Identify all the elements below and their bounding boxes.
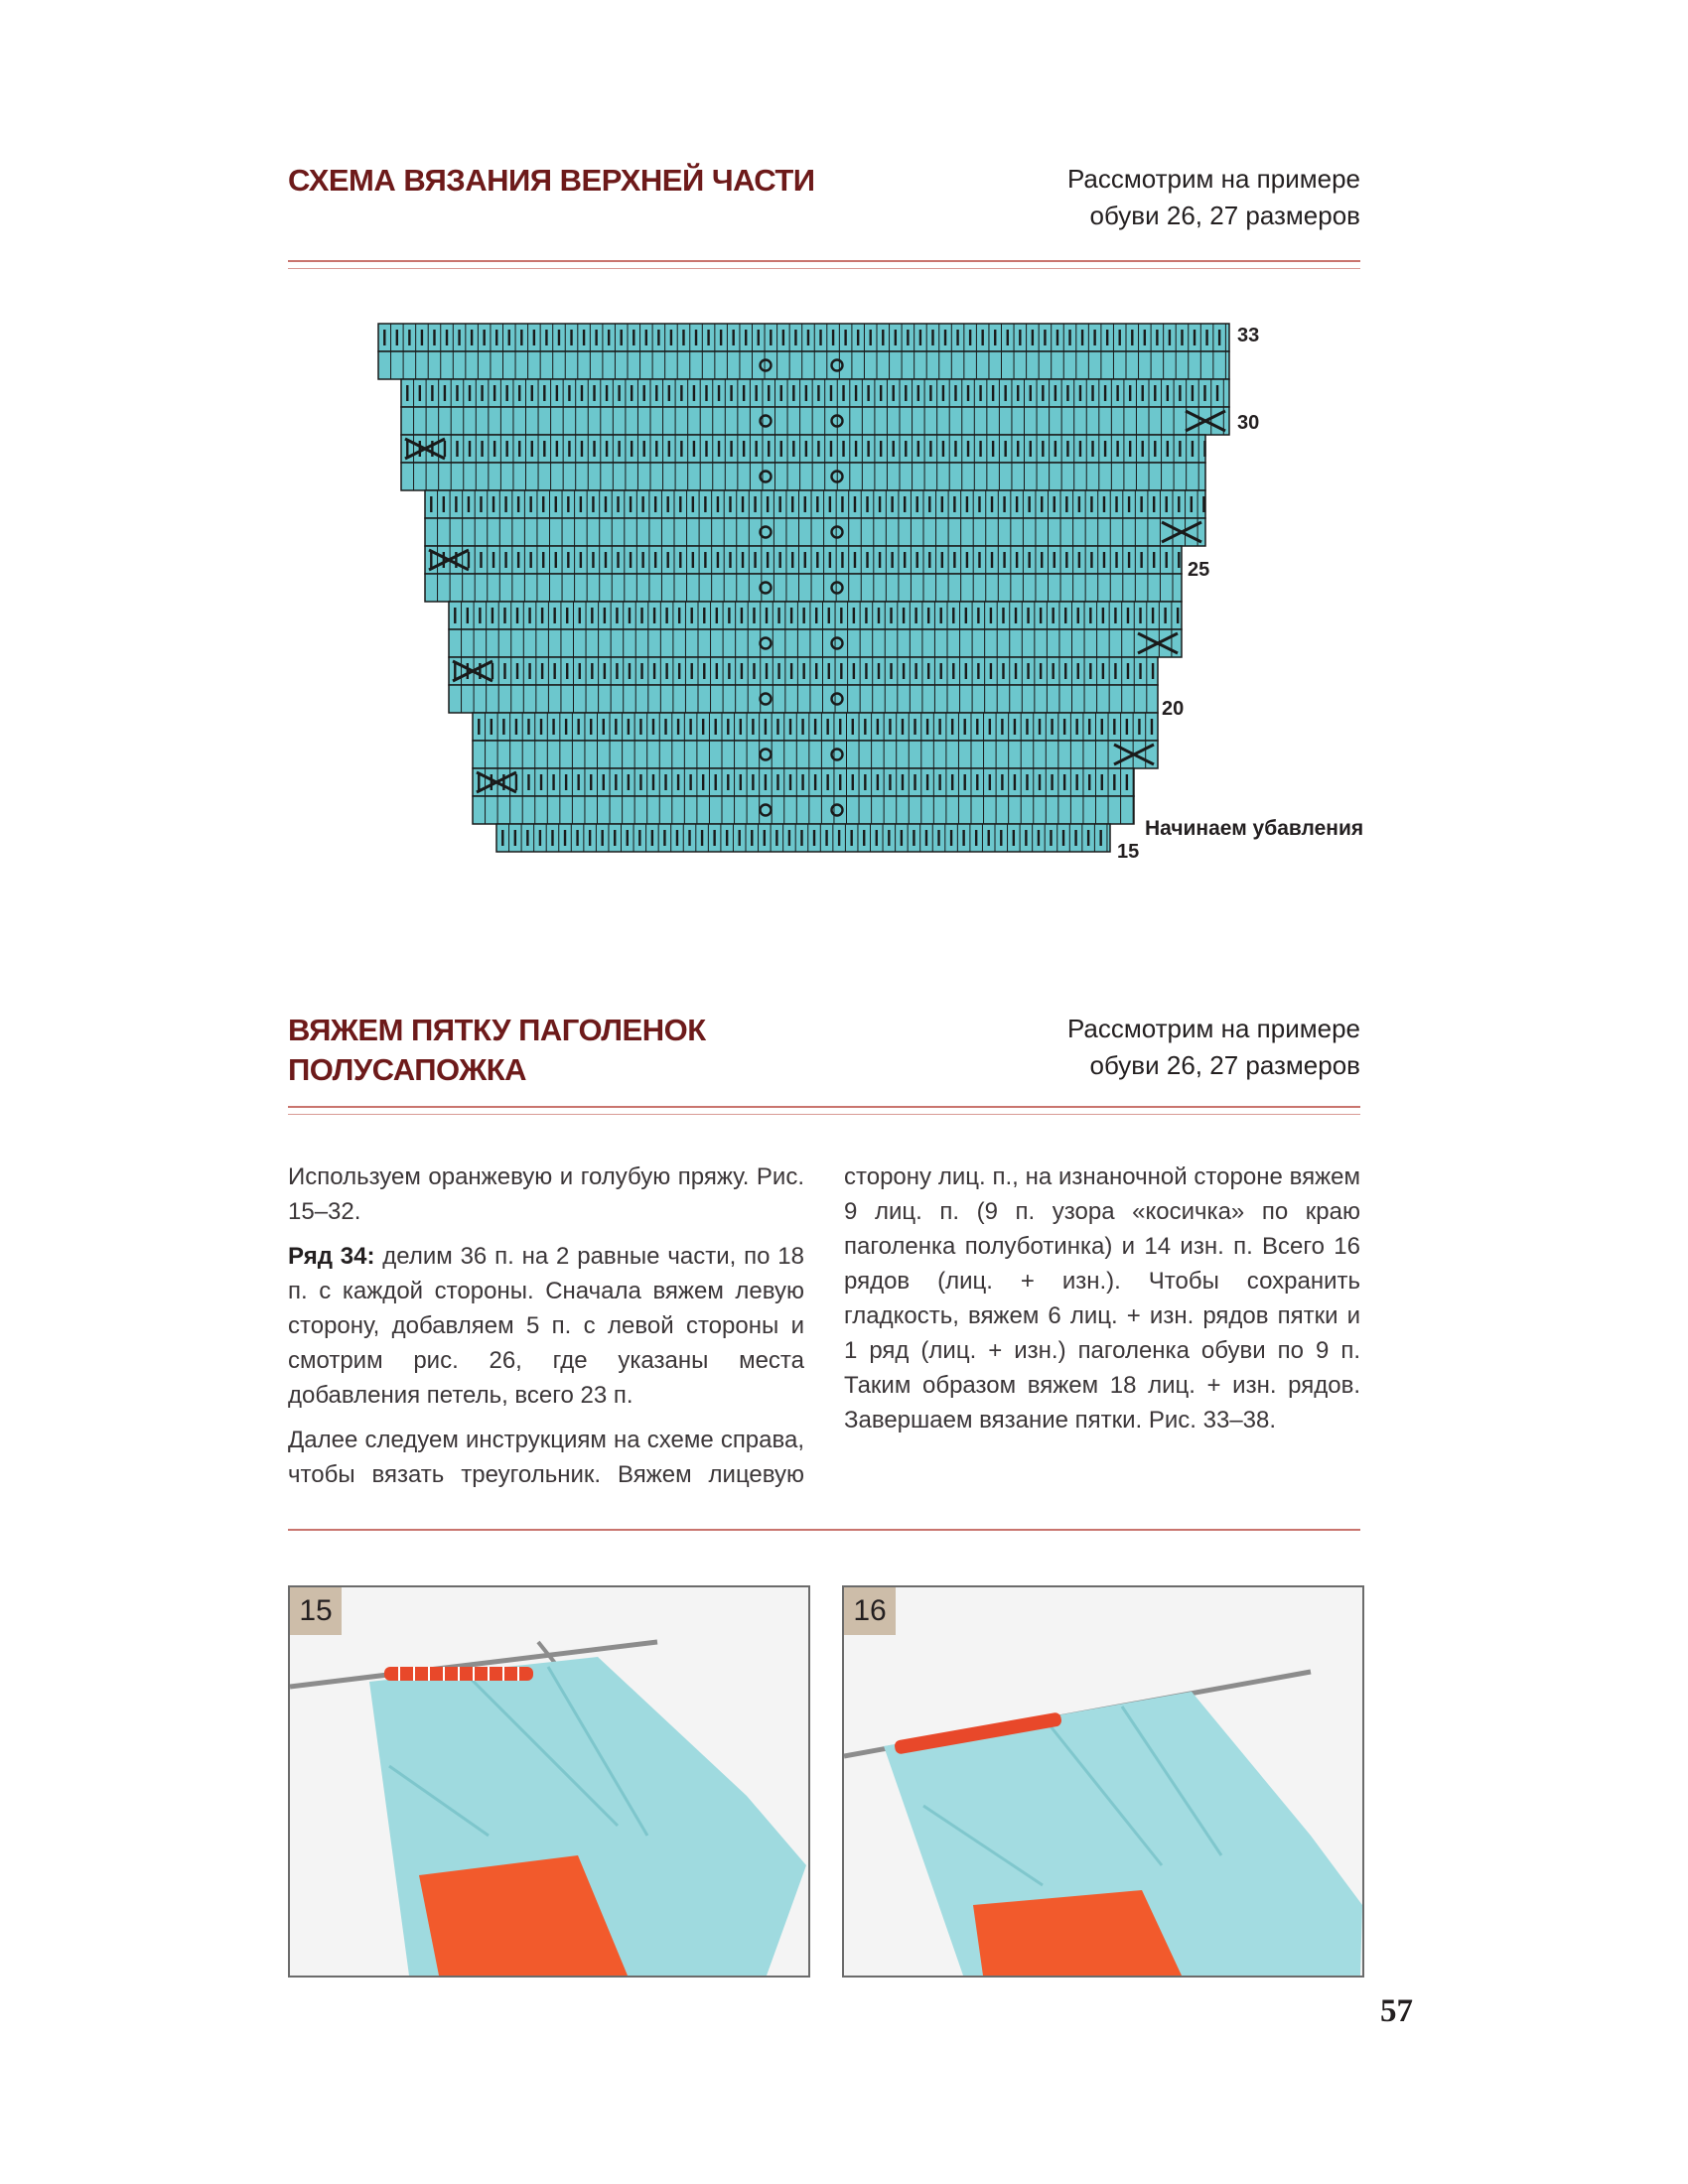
- knitting-chart: [0, 0, 1688, 893]
- chart-row: [425, 518, 1205, 546]
- section1-title: СХЕМА ВЯЗАНИЯ ВЕРХНЕЙ ЧАСТИ: [288, 163, 815, 198]
- row-label-15: 15: [1117, 841, 1140, 863]
- photo-16-label: 16: [844, 1587, 896, 1635]
- section2-title-line2: ПОЛУСАПОЖКА: [288, 1052, 527, 1087]
- chart-row: [425, 546, 1182, 574]
- body-text: [288, 1160, 1360, 1497]
- section2-subtitle-line1: Рассмотрим на примере: [1066, 1014, 1360, 1043]
- chart-row: [401, 435, 1205, 463]
- paragraph-1: Используем оранжевую и голубую пряжу. Рис. 15–32.: [288, 1163, 804, 1225]
- chart-row: [449, 685, 1158, 713]
- row-label-20: 20: [1162, 698, 1185, 720]
- chart-row: [425, 490, 1205, 518]
- section1-subtitle-line2: обуви 26, 27 размеров: [1089, 201, 1360, 230]
- row-label-25: 25: [1188, 559, 1210, 581]
- photo-16: [842, 1585, 1364, 1978]
- chart-row: [401, 463, 1205, 490]
- knitted-heel-illustration: [844, 1587, 1362, 1976]
- section2-subtitle: [943, 1011, 1360, 1084]
- row-label-33: 33: [1237, 325, 1260, 346]
- photo-15-label: 15: [290, 1587, 342, 1635]
- chart-row: [425, 574, 1182, 602]
- paragraph-2-text: делим 36 п. на 2 равные части, по 18 п. с каждой стороны. Сначала вяжем левую сторону, добавляем 5 п. с левой стороны и смотрим рис. 26, где указаны места добавления петель, всего 23 п.: [288, 1243, 804, 1409]
- section2-rule-bottom: [288, 1114, 1360, 1115]
- photo-15: [288, 1585, 810, 1978]
- page-number: 57: [1380, 1993, 1413, 2029]
- chart-annotation: Начинаем убавления: [1145, 817, 1364, 840]
- section2-title-line1: ВЯЖЕМ ПЯТКУ ПАГОЛЕНОК: [288, 1013, 706, 1047]
- paragraph-3: Далее следуем инструкциям на схеме справа, чтобы вязать треугольник. Вяжем лицевую сторону лиц. п., на изнаночной стороне вяжем 9 лиц. п. (9 п. узора «косичка» по краю паголенка полуботинка) и 14 изн. п. Всего 16 рядов (лиц. + изн.). Чтобы сохранить гладкость, вяжем 6 лиц. + изн. рядов пятки и 1 ряд (лиц. + изн.) паголенка обуви по 9 п. Таким образом вяжем 18 лиц. + изн. рядов. Завершаем вязание пятки. Рис. 33–38.: [288, 1163, 1360, 1488]
- row-label-30: 30: [1237, 412, 1260, 434]
- section2-rule-top: [288, 1106, 1360, 1108]
- section2-subtitle-line2: обуви 26, 27 размеров: [1089, 1050, 1360, 1080]
- knitted-heel-illustration: [290, 1587, 808, 1976]
- chart-row: [378, 351, 1229, 379]
- chart-row: [496, 824, 1110, 852]
- photos-rule: [288, 1529, 1360, 1531]
- section2-title: [288, 1011, 706, 1090]
- row-34-label: Ряд 34:: [288, 1243, 375, 1270]
- section1-subtitle-line1: Рассмотрим на примере: [1066, 164, 1360, 194]
- chart-row: [378, 324, 1229, 351]
- paragraph-2: [288, 1239, 804, 1413]
- chart-row: [473, 741, 1158, 768]
